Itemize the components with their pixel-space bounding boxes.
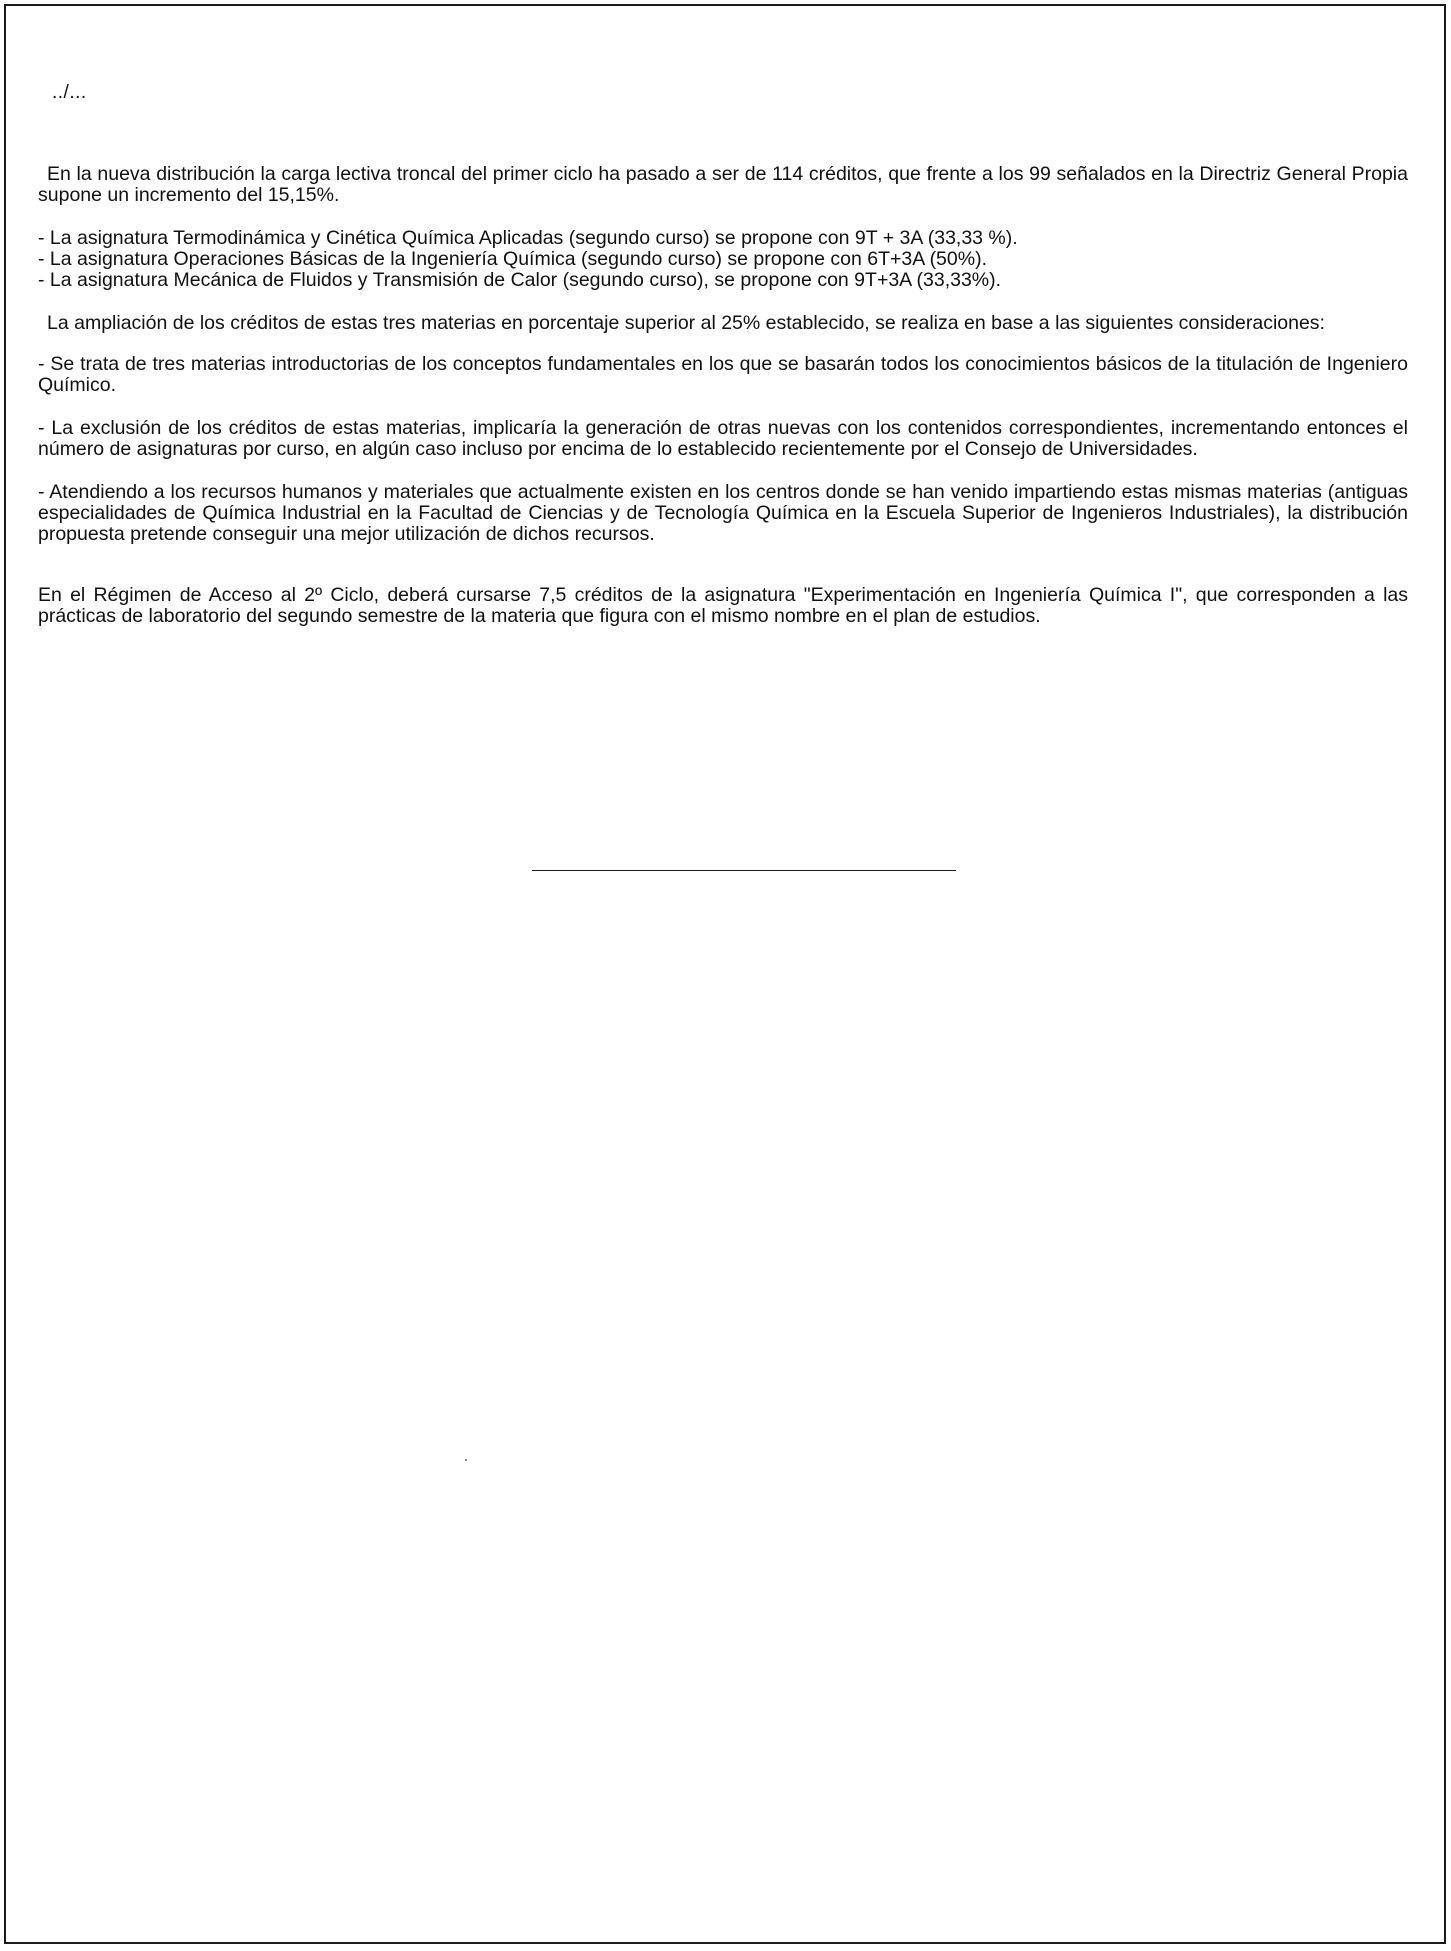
subject-list bbox=[38, 228, 1408, 291]
consideration-introductory: - Se trata de tres materias introductorias de los conceptos fundamentales en los que se basarán todos los conocimientos básicos de la titulación de Ingeniero Químico. bbox=[38, 353, 1408, 396]
rationale-paragraph: La ampliación de los créditos de estas tres materias en porcentaje superior al 25% establecido, se realiza en base a las siguientes consideraciones: bbox=[47, 312, 1325, 334]
consideration-resources: - Atendiendo a los recursos humanos y materiales que actualmente existen en los centros donde se han venido impartiendo estas mismas materias (antiguas especialidades de Química Industrial en la Facultad de Ciencias y de Tecnología Química en la Escuela Superior de Ingenieros Industriales), la distribución propuesta pretende conseguir una mejor utilización de dichos recursos. bbox=[38, 481, 1408, 545]
intro-paragraph: En la nueva distribución la carga lectiva troncal del primer ciclo ha pasado a ser de 114 créditos, que frente a los 99 señalados en la Directriz General Propia supone un incremento del 15,15%. bbox=[38, 163, 1408, 206]
end-separator-line bbox=[532, 870, 956, 871]
continuation-mark: ../... bbox=[52, 82, 87, 103]
subject-item-mecanica: - La asignatura Mecánica de Fluidos y Transmisión de Calor (segundo curso), se propone con 9T+3A (33,33%). bbox=[38, 269, 1002, 291]
subject-item-termodinamica: - La asignatura Termodinámica y Cinética Química Aplicadas (segundo curso) se propone con 9T + 3A (33,33 %). bbox=[38, 227, 1018, 249]
consideration-exclusion: - La exclusión de los créditos de estas materias, implicaría la generación de otras nuevas con los contenidos correspondientes, incrementando entonces el número de asignaturas por curso, en algún caso incluso por encima de lo establecido recientemente por el Consejo de Universidades. bbox=[38, 417, 1408, 460]
document-body bbox=[38, 164, 1408, 627]
subject-item-operaciones: - La asignatura Operaciones Básicas de la Ingeniería Química (segundo curso) se propone con 6T+3A (50%). bbox=[38, 248, 987, 270]
access-regime-paragraph: En el Régimen de Acceso al 2º Ciclo, deberá cursarse 7,5 créditos de la asignatura "Experimentación en Ingeniería Química I", que corresponden a las prácticas de laboratorio del segundo semestre de la materia que figura con el mismo nombre en el plan de estudios. bbox=[38, 584, 1408, 627]
scan-speck bbox=[465, 1459, 467, 1461]
